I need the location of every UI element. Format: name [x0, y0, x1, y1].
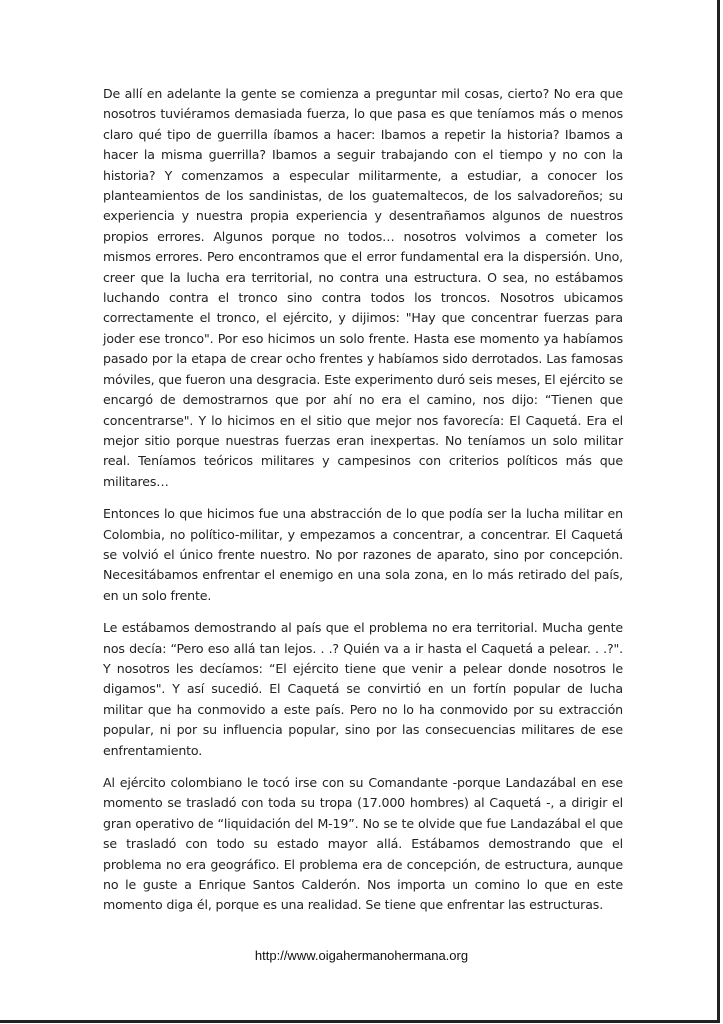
- paragraph-4: Al ejército colombiano le tocó irse con su Comandante -porque Landazábal en ese momento se trasladó con toda su tropa (17.000 hombres) al Caquetá -, a dirigir el gran operativo de “liquidación del M-19”. No se te olvide que fue Landazábal el que se trasladó con todo su estado mayor allá. Estábamos demostrando que el problema no era geográfico. El problema era de concepción, de estructura, aunque no le guste a Enrique Santos Calderón. Nos importa un comino lo que en este momento diga él, porque es una realidad. Se tiene que enfrentar las estructuras.: [103, 775, 623, 913]
- footer-url: http://www.oigahermanohermana.org: [254, 948, 469, 963]
- paragraph-3: Le estábamos demostrando al país que el problema no era territorial. Mucha gente nos decía: “Pero eso allá tan lejos. . .? Quién va a ir hasta el Caquetá a pelear. . .?". Y nosotros les decíamos: “El ejército tiene que venir a pelear donde nosotros le digamos". Y así sucedió. El Caquetá se convirtió en un fortín popular de lucha militar que ha conmovido a este país. Pero no lo ha conmovido por su extracción popular, ni por su influencia popular, sino por las consecuencias militares de ese enfrentamiento.: [103, 620, 623, 758]
- paragraph-1: De allí en adelante la gente se comienza a preguntar mil cosas, cierto? No era que nosotros tuviéramos demasiada fuerza, lo que pasa es que teníamos más o menos claro qué tipo de guerrilla íbamos a hacer: Ibamos a repetir la historia? Ibamos a hacer la misma guerrilla? Ibamos a seguir trabajando con el tiempo y no con la historia? Y comenzamos a especular militarmente, a estudiar, a conocer los planteamientos de los sandinistas, de los guatemaltecos, de los salvadoreños; su experiencia y nuestra propia experiencia y desentrañamos algunos de nuestros propios errores. Algunos porque no todos… nosotros volvimos a cometer los mismos errores. Pero encontramos que el error fundamental era la dispersión. Uno, creer que la lucha era territorial, no contra una estructura. O sea, no estábamos luchando contra el tronco sino contra todos los troncos. Nosotros ubicamos correctamente el tronco, el ejército, y dijimos: "Hay que concentrar fuerzas para joder ese tronco". Por eso hicimos un solo frente. Hasta ese momento ya habíamos pasado por la etapa de crear ocho frentes y habíamos sido derrotados. Las famosas móviles, que fueron una desgracia. Este experimento duró seis meses, El ejército se encargó de demostrarnos que por ahí no era el camino, nos dijo: “Tienen que concentrarse". Y lo hicimos en el sitio que mejor nos favorecía: El Caquetá. Era el mejor sitio porque nuestras fuerzas eran inexpertas. No teníamos un solo militar real. Teníamos teóricos militares y campesinos con criterios políticos más que militares…: [103, 86, 623, 489]
- paragraph-2: Entonces lo que hicimos fue una abstracción de lo que podía ser la lucha militar en Colombia, no político-militar, y empezamos a concentrar, a concentrar. El Caquetá se volvió el único frente nuestro. No por razones de aparato, sino por concepción. Necesitábamos enfrentar el enemigo en una sola zona, en lo más retirado del país, en un solo frente.: [103, 506, 623, 603]
- body-text: [103, 84, 623, 928]
